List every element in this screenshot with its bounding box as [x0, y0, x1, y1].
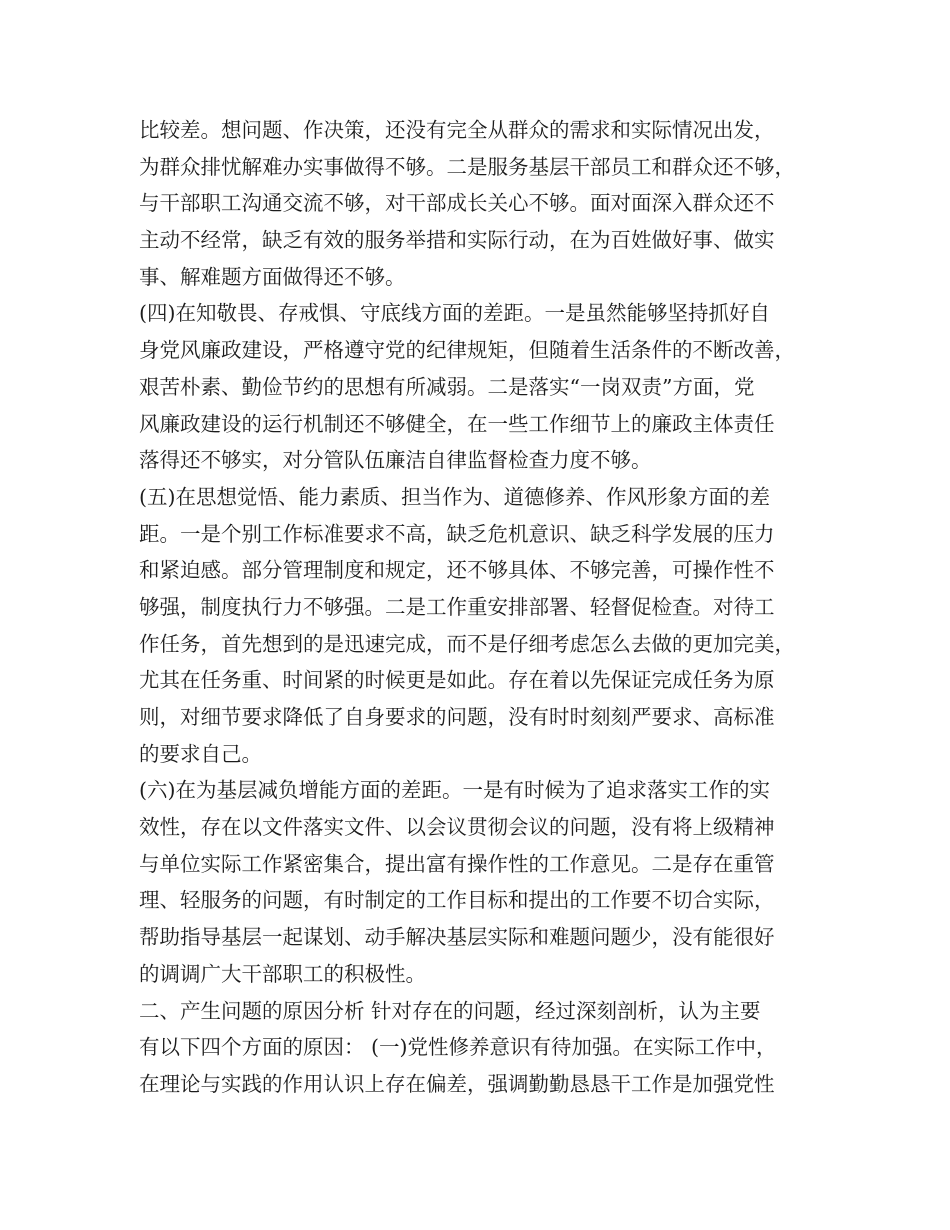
- text-line: 身党风廉政建设，严格遵守党的纪律规矩，但随着生活条件的不断改善，: [139, 338, 795, 363]
- text-line: 艰苦朴素、勤俭节约的思想有所减弱。二是落实“一岗双责”方面，党: [139, 374, 755, 399]
- text-line: 帮助指导基层一起谋划、动手解决基层实际和难题问题少，没有能很好: [139, 925, 775, 950]
- text-line: 则，对细节要求降低了自身要求的问题，没有时时刻刻严要求、高标准: [139, 705, 775, 729]
- text-line: 与干部职工沟通交流不够，对干部成长关心不够。面对面深入群众还不: [139, 191, 775, 216]
- text-line: 够强，制度执行力不够强。二是工作重安排部署、轻督促检查。对待工: [139, 594, 775, 619]
- text-line: (五)在思想觉悟、能力素质、担当作为、道德修养、作风形象方面的差: [139, 484, 770, 509]
- text-line: 在理论与实践的作用认识上存在偏差，强调勤勤恳恳干工作是加强党性: [139, 1071, 775, 1096]
- text-line: 落得还不够实，对分管队伍廉洁自律监督检查力度不够。: [139, 448, 652, 473]
- body-text: [139, 112, 829, 1103]
- text-line: 风廉政建设的运行机制还不够健全，在一些工作细节上的廉政主体责任: [139, 411, 775, 436]
- text-line: (六)在为基层减负增能方面的差距。一是有时候为了追求落实工作的实: [139, 778, 770, 803]
- text-line: 事、解难题方面做得还不够。: [139, 264, 406, 289]
- text-line: 和紧迫感。部分管理制度和规定，还不够具体、不够完善，可操作性不: [139, 558, 775, 583]
- text-line: 有以下四个方面的原因： (一)党性修养意识有待加强。在实际工作中，: [139, 1035, 777, 1060]
- text-line: (四)在知敬畏、存戒惧、守底线方面的差距。一是虽然能够坚持抓好自: [139, 301, 770, 326]
- text-line: 理、轻服务的问题，有时制定的工作目标和提出的工作要不切合实际，: [139, 888, 775, 913]
- text-line: 效性，存在以文件落实文件、以会议贯彻会议的问题，没有将上级精神: [139, 815, 775, 840]
- text-line: 主动不经常，缺乏有效的服务举措和实际行动，在为百姓做好事、做实: [139, 228, 775, 253]
- text-line: 的要求自己。: [139, 741, 262, 766]
- text-line: 二、产生问题的原因分析 针对存在的问题，经过深刻剖析，认为主要: [139, 998, 761, 1023]
- text-line: 为群众排忧解难办实事做得不够。二是服务基层干部员工和群众还不够，: [139, 154, 795, 179]
- text-line: 尤其在任务重、时间紧的时候更是如此。存在着以先保证完成任务为原: [139, 668, 775, 693]
- text-line: 距。一是个别工作标准要求不高，缺乏危机意识、缺乏科学发展的压力: [139, 521, 775, 546]
- text-line: 的调调广大干部职工的积极性。: [139, 961, 426, 986]
- text-line: 与单位实际工作紧密集合，提出富有操作性的工作意见。二是存在重管: [139, 851, 775, 876]
- text-line: 比较差。想问题、作决策，还没有完全从群众的需求和实际情况出发，: [139, 118, 775, 142]
- text-line: 作任务，首先想到的是迅速完成，而不是仔细考虑怎么去做的更加完美，: [139, 631, 795, 656]
